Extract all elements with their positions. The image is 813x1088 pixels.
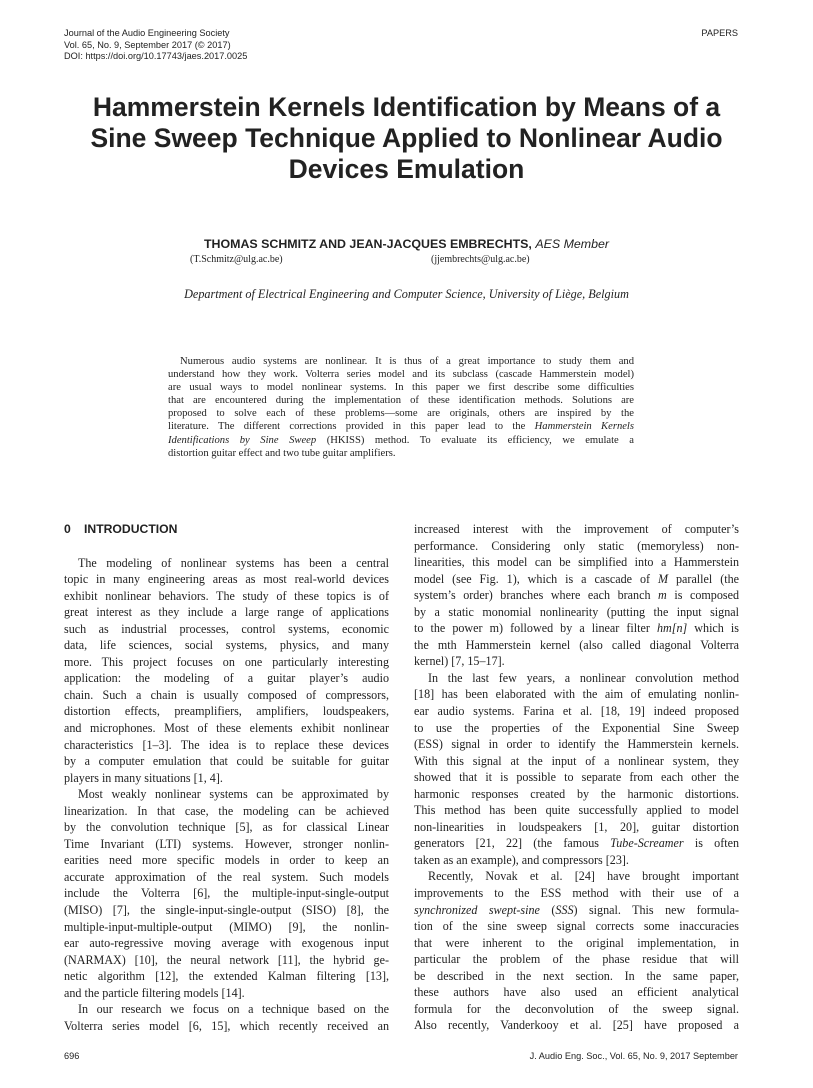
body-line: the mth Hammerstein kernel (also called diagonal Volterra — [414, 637, 739, 652]
body-line: by the convolution technique [5], as for classical Linear — [64, 820, 389, 835]
journal-doi[interactable]: DOI: https://doi.org/10.17743/jaes.2017.0025 — [64, 51, 248, 61]
body-line: by a static monomial nonlinearity (putting the input signal — [414, 604, 739, 619]
body-line: (NARMAX) [10], the neural network [11], the hybrid ge- — [64, 952, 389, 967]
body-line: include the Volterra [6], the multiple-input-single-output — [64, 886, 389, 901]
abstract — [168, 355, 634, 460]
page-number: 696 — [64, 1051, 80, 1061]
body-line: ear audio systems. Farina et al. [18, 19] indeed proposed — [414, 704, 739, 719]
body-line: ear auto-regressive moving average with exogenous input — [64, 936, 389, 951]
title-line: Hammerstein Kernels Identification by Means of a — [92, 92, 721, 122]
author-email-2[interactable]: (jjembrechts@ulg.ac.be) — [431, 254, 530, 265]
author-names: THOMAS SCHMITZ AND JEAN-JACQUES EMBRECHTS, — [203, 237, 532, 251]
body-line: these authors have also used an efficient analytical — [414, 985, 739, 1000]
section-number: 0 — [64, 522, 71, 536]
section-label: PAPERS — [701, 28, 738, 38]
body-line: harmonic responses created by the harmonic distortions. — [414, 786, 739, 801]
left-column — [64, 521, 389, 1034]
abstract-line: Numerous audio systems are nonlinear. It is thus of a great importance to study them and — [180, 356, 634, 367]
footer-citation: J. Audio Eng. Soc., Vol. 65, No. 9, 2017 September — [529, 1051, 738, 1061]
abstract-line: Identifications by Sine Sweep (HKISS) method. To evaluate its efficiency, we emulate a — [168, 434, 635, 446]
body-line: Volterra series model [6, 15], which recently received an — [64, 1018, 389, 1033]
author-email-1[interactable]: (T.Schmitz@ulg.ac.be) — [190, 254, 283, 265]
author-membership: AES Member — [535, 237, 610, 251]
journal-volume: Vol. 65, No. 9, September 2017 (© 2017) — [64, 39, 231, 50]
body-line: exhibit nonlinear behaviors. The study of these topics is of — [64, 588, 389, 603]
title-line: Devices Emulation — [288, 154, 525, 184]
body-line: data, life sciences, social systems, physics, and many — [64, 638, 389, 653]
body-line: netic algorithm [12], the extended Kalman filtering [13], — [64, 969, 389, 984]
body-line: This method has been quite successfully applied to model — [414, 803, 739, 818]
body-line: taken as an example), and compressors [23]. — [414, 852, 629, 867]
body-line: Time Invariant (LTI) systems. However, stronger nonlin- — [64, 836, 389, 851]
body-line: model (see Fig. 1), which is a cascade of M parallel (the — [414, 571, 739, 586]
affiliation: Department of Electrical Engineering and Computer Science, University of Liège, Belgium — [184, 287, 629, 301]
body-line: distortion effects, preamplifiers, amplifiers, loudspeakers, — [64, 704, 389, 719]
body-line: linearities, this model can be simplified into a Hammerstein — [414, 555, 739, 570]
body-line: Most weakly nonlinear systems can be approximated by — [78, 787, 389, 802]
author-line — [0, 237, 813, 251]
body-line: Also recently, Vanderkooy et al. [25] have proposed a — [414, 1018, 739, 1033]
abstract-line: proposed to solve each of these problems—some are originals, others are inspired by the — [168, 408, 634, 420]
body-line: performance. Considering only static (memoryless) non- — [414, 538, 739, 553]
journal-header — [64, 28, 247, 63]
body-line: and the particle filtering models [14]. — [64, 985, 245, 1000]
body-line: improvements to the ESS method with their use of a — [414, 886, 739, 901]
body-line: particular the problem of the phase residue that will — [414, 952, 739, 967]
abstract-line: that are encountered during the implementation of these identification methods. Solutions are — [168, 395, 634, 407]
body-line: multiple-input-multiple-output (MIMO) [9], the nonlin- — [64, 919, 389, 934]
body-line: characteristics [1–3]. The idea is to replace these devices — [64, 737, 389, 752]
abstract-line: literature. The different corrections provided in this paper lead to the Hammerstein Kernels — [168, 421, 635, 433]
body-line: Recently, Novak et al. [24] have brought important — [428, 869, 739, 884]
abstract-line: are usual ways to model nonlinear systems. In this paper we first describe some difficulties — [168, 382, 634, 394]
right-column — [414, 521, 739, 1034]
paper-title — [40, 92, 773, 185]
section-heading — [64, 521, 389, 538]
body-line: application: the modeling of a guitar player’s audio — [64, 671, 389, 686]
body-line: The modeling of nonlinear systems has been a central — [78, 555, 389, 570]
body-line: linearization. In that case, the modeling can be achieved — [64, 803, 389, 818]
body-line: With this signal at the input of a nonlinear system, they — [414, 753, 739, 768]
abstract-line: understand how they work. Volterra series model and its subclass (cascade Hammerstein model) — [168, 369, 634, 381]
body-line: be described in the next section. In the same paper, — [414, 968, 739, 983]
body-line: system’s order) branches where each branch m is composed — [414, 588, 739, 603]
body-line: more. This project focuses on one particularly interesting — [64, 654, 389, 669]
section-title: INTRODUCTION — [84, 522, 178, 536]
body-line: generators [21, 22] (the famous Tube-Screamer is often — [414, 836, 739, 851]
body-line: to use the properties of the Exponential Sine Sweep — [414, 720, 739, 735]
body-line: synchronized swept-sine (SSS) signal. This new formula- — [414, 902, 739, 917]
body-line: showed that it is possible to separate from each other the — [414, 770, 739, 785]
body-line: topic in many engineering areas as most real-world devices — [64, 572, 389, 587]
body-line: kernel) [7, 15–17]. — [414, 654, 505, 669]
body-line: formula for the deconvolution of the sweep signal. — [414, 1001, 739, 1016]
body-line: In the last few years, a nonlinear convolution method — [428, 670, 739, 685]
body-line: earities need more specific models in order to keep an — [64, 853, 389, 868]
body-line: by a computer emulation that could be suitable for guitar — [64, 754, 389, 769]
title-line: Sine Sweep Technique Applied to Nonlinear Audio — [90, 123, 723, 153]
abstract-line: distortion guitar effect and two tube guitar amplifiers. — [168, 447, 396, 459]
body-line: [18] has been elaborated with the aim of emulating nonlin- — [414, 687, 739, 702]
body-line: chain. Such a chain is usually composed of compressors, — [64, 687, 389, 702]
body-line: and microphones. Most of these elements exhibit nonlinear — [64, 721, 389, 736]
body-line: such as industrial processes, control systems, economic — [64, 621, 389, 636]
body-line: (MISO) [7], the single-input-single-output (SISO) [8], the — [64, 903, 389, 918]
body-line: (ESS) signal in order to identify the Hammerstein kernels. — [414, 737, 739, 752]
body-line: In our research we focus on a technique based on the — [78, 1002, 389, 1017]
body-line: great interest as they include a large range of applications — [64, 605, 389, 620]
body-line: to the power m) followed by a linear filter hm[n] which is — [414, 621, 739, 636]
body-line: increased interest with the improvement of computer’s — [414, 522, 739, 536]
body-line: non-linearities in loudspeakers [1, 20], guitar distortion — [414, 819, 739, 834]
journal-name: Journal of the Audio Engineering Society — [64, 28, 230, 38]
body-line: players in many situations [1, 4]. — [64, 770, 223, 785]
body-line: tion of the sine sweep signal corrects some inaccuracies — [414, 919, 739, 934]
body-line: that were inherent to the original implementation, in — [414, 935, 739, 950]
body-line: accurate approximation of the real system. Such models — [64, 869, 389, 884]
